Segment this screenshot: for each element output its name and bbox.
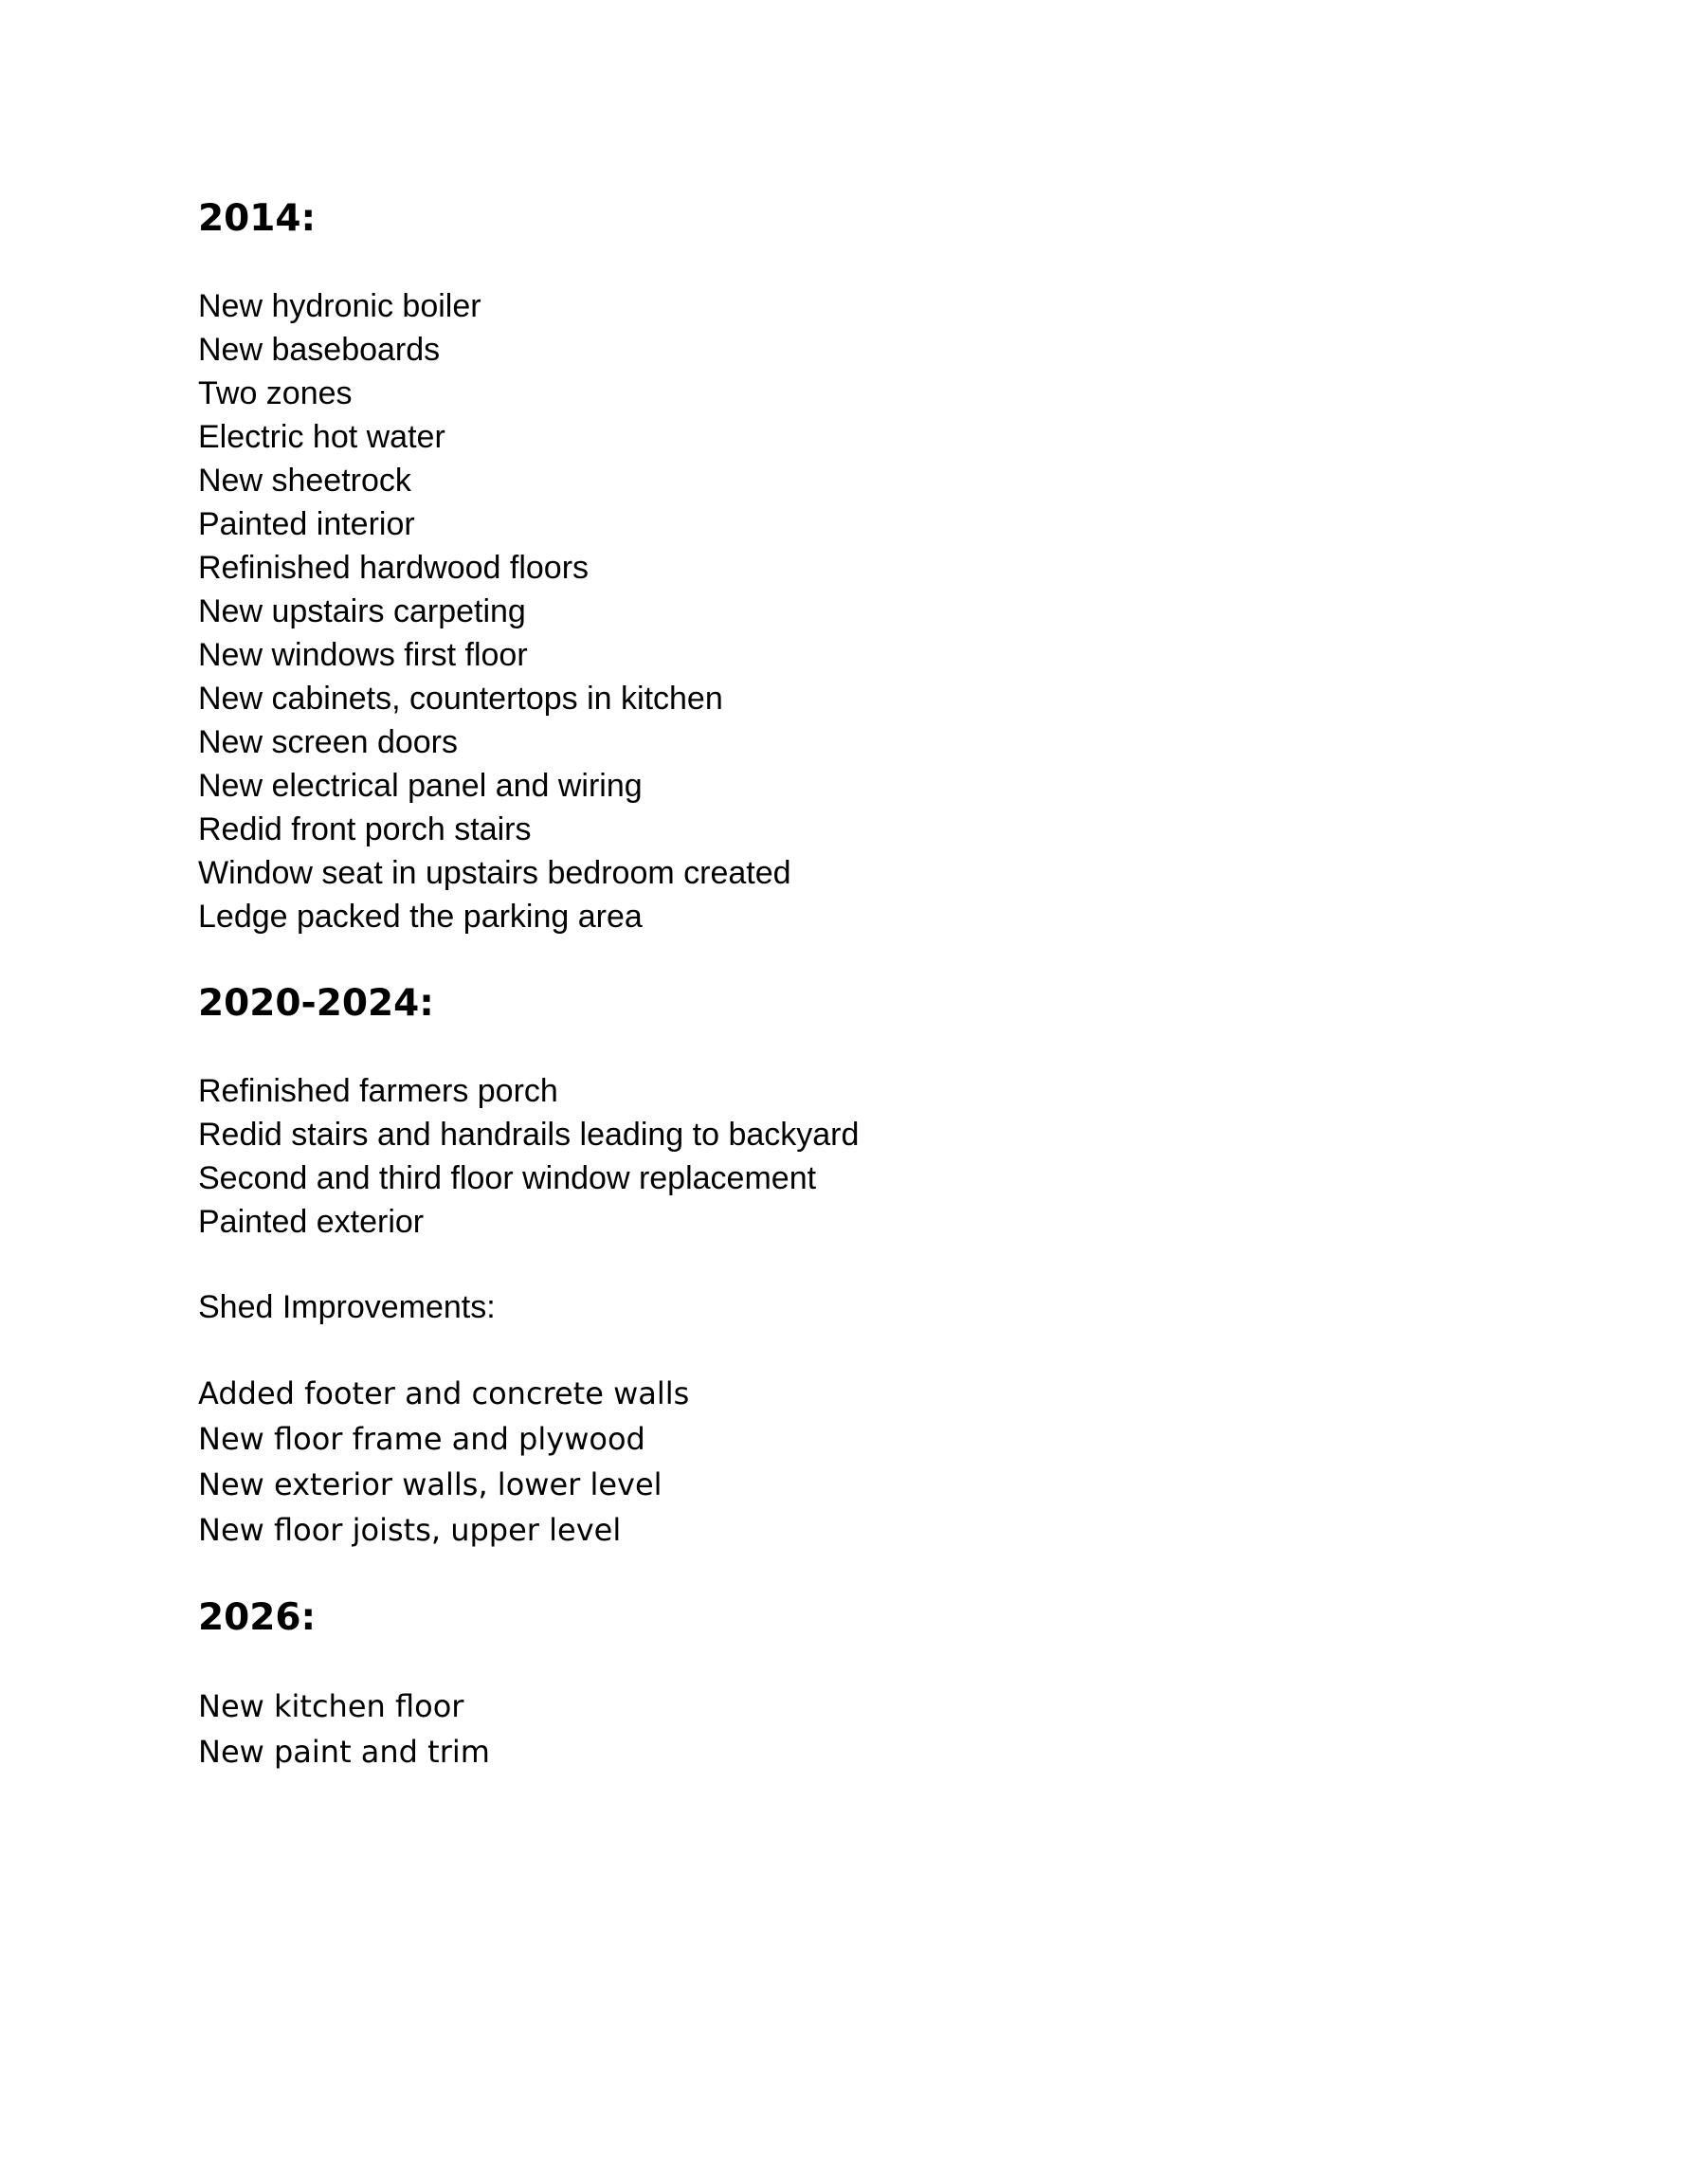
list-item: New windows first floor (198, 637, 528, 673)
list-item: New floor frame and plywood (198, 1421, 645, 1457)
list-2026 (198, 1684, 1487, 1774)
list-item: Second and third floor window replacement (198, 1160, 817, 1196)
section-heading-2026: 2026: (198, 1596, 317, 1639)
list-item: New electrical panel and wiring (198, 768, 643, 804)
list-item: New paint and trim (198, 1734, 490, 1770)
section-heading-2020-2024: 2020-2024: (198, 982, 434, 1025)
list-item: New floor joists, upper level (198, 1512, 622, 1548)
list-item: Refinished hardwood floors (198, 550, 590, 586)
shed-improvements-label: Shed Improvements: (198, 1289, 496, 1325)
list-item: Painted interior (198, 506, 415, 542)
list-item: Redid stairs and handrails leading to backyard (198, 1117, 860, 1153)
list-item: New cabinets, countertops in kitchen (198, 681, 723, 717)
list-shed-improvements (198, 1371, 1487, 1553)
document-content (198, 195, 1487, 1774)
section-heading-2014: 2014: (198, 197, 317, 240)
list-item: Window seat in upstairs bedroom created (198, 855, 791, 891)
list-item: New hydronic boiler (198, 288, 481, 324)
list-item: New sheetrock (198, 463, 411, 499)
list-item: Electric hot water (198, 419, 445, 455)
list-item: New upstairs carpeting (198, 593, 526, 629)
list-item: Two zones (198, 375, 353, 411)
list-item: Added footer and concrete walls (198, 1375, 690, 1411)
list-item: New baseboards (198, 332, 441, 368)
list-2014 (198, 284, 1487, 938)
list-item: Refinished farmers porch (198, 1073, 558, 1109)
list-item: New screen doors (198, 724, 459, 760)
list-item: Ledge packed the parking area (198, 899, 643, 935)
list-item: Painted exterior (198, 1204, 425, 1240)
list-item: New kitchen floor (198, 1688, 464, 1724)
list-item: Redid front porch stairs (198, 811, 532, 847)
list-2020-2024 (198, 1069, 1487, 1244)
list-item: New exterior walls, lower level (198, 1466, 662, 1502)
